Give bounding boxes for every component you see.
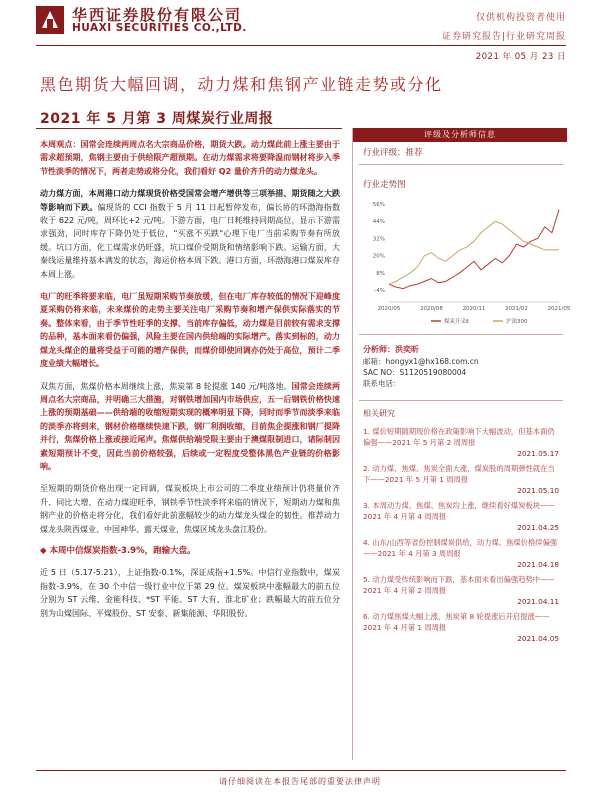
paragraph-coking-coal — [40, 380, 340, 474]
sidebar — [352, 128, 571, 760]
huaxi-logo-icon — [36, 6, 64, 34]
index-text: 近 5 日（5.17-5.21），上证指数-0.1%，深证成指+1.5%。中信行业指数中，煤炭指数-3.9%，在 30 个中信一级行业中位于第 29 位。煤炭板块中涨幅最大的前五位分别为 ST 云维、金能科技、*ST 平能、ST 大有、淮北矿业；跌幅最大的前五位分别为山煤国际、平煤股份、ST 安泰、新集能源、华阳股份。 — [40, 568, 340, 618]
sidebar-divider — [359, 334, 563, 335]
related-item-date: 2021.04.11 — [517, 597, 559, 606]
peak-season-text: 电厂的旺季将要来临，电厂虽短期采购节奏放缓，但在电厂库存较低的情况下迎峰度夏采购仍将来临，未来煤价的走势主要关注电厂采购节奏和增产保供实际落实的节奏。整体来看，由于季节性旺季的支撑、当前库存偏低，动力煤是目前较有需求支撑的品种，基本面来看仍偏强，风险主要在国内供给端的实际增产。落实到标的，动力煤龙头煤企的量将受益于可能的增产保供，而煤价即使回调亦仍处于高位，预计二季度业绩大幅增长。 — [40, 292, 340, 369]
y-tick-label: 56% — [372, 202, 385, 208]
paragraph-index — [40, 566, 340, 620]
y-tick-label: -4% — [374, 288, 385, 294]
related-item-text: 4. 山东/山西等省份控制煤炭供给，动力煤、焦煤价格续偏强——2021 年 4 月第 3 周周报 — [363, 538, 558, 558]
related-item-date: 2021.05.10 — [517, 486, 559, 495]
sidebar-divider — [359, 400, 563, 401]
analyst-contacts — [363, 356, 479, 389]
related-item[interactable] — [363, 500, 559, 533]
audience-note: 仅供机构投资者使用 — [475, 13, 566, 23]
related-item-date: 2021.04.18 — [517, 560, 559, 569]
related-item-date: 2021.04.25 — [517, 523, 559, 532]
paragraph-thermal-coal — [40, 187, 340, 281]
industry-trend-chart — [361, 198, 571, 328]
x-tick-label: 2021/05 — [547, 306, 571, 312]
sidebar-divider — [359, 164, 563, 165]
header-divider — [36, 45, 566, 46]
y-tick-label: 44% — [372, 219, 385, 226]
related-item[interactable] — [363, 537, 559, 570]
x-tick-label: 2021/02 — [505, 306, 528, 312]
paragraph-peak-season — [40, 290, 340, 370]
diamond-bullet-icon: ◆ — [40, 545, 50, 556]
related-item[interactable] — [363, 426, 559, 459]
coking-coal-text: 国常会连续两周点名大宗商品，并明确三大措施，对钢铁增加国内市场供应，五一后钢铁价格快速上涨的预期基础——供给端的收缩短期实现的概率明显下降，同时而季节而淡季来临的淡季亦将到来，钢材价格继续快速下跌，钢厂利润收缩，目前焦企提涨和钢厂提降并行，焦煤价格上涨或接近尾声。焦煤供给端受限主要由于澳煤限制进口，诸际制因素短期预计不变，因此当前价格较强，后续或一定程度受整体黑色产业链的价格影响。 — [40, 381, 340, 471]
series-line-0 — [389, 210, 559, 289]
paragraph-recommendation — [40, 482, 340, 536]
analyst-phone: 联系电话： — [363, 379, 401, 388]
related-item-text: 3. 本周动力煤、焦煤、焦炭均上涨，继续看好煤炭板块——2021 年 4 月第 4 周周报 — [363, 501, 555, 521]
analyst-name: 分析师：洪奕昕 — [363, 345, 419, 354]
related-item-text: 1. 煤价短期随期现价格在政策影响下大幅波动，但基本面仍偏强——2021 年 5 月第 2 周周报 — [363, 427, 555, 447]
related-item-text: 6. 动力煤焦煤大幅上涨，焦炭第 8 轮提涨后开启提涨——2021 年 4 月第 1 周周报 — [363, 612, 550, 632]
report-date: 2021 年 05 月 23 日 — [475, 52, 566, 62]
chart-title: 行业走势图 — [363, 180, 406, 190]
index-performance-heading — [40, 545, 340, 558]
recommendation-text: 至短期的期货价格出现一定回调，煤炭板块上市公司的二季度业绩预计仍将量价齐升、同比大增，在动力煤迎旺季，钢铁季节性淡季将来临的情况下，短期动力煤和焦钢产业的价格走将分化，我们看好此前涨幅较少的动力煤龙头煤企的韧性。推荐动力煤龙头陕西煤业、中国神华、露天煤业，焦煤区域龙头盘江股份。 — [40, 484, 340, 534]
related-item-text: 2. 动力煤、焦煤、焦炭全面大涨，煤炭股的周期弹性就在当下——2021 年 5 月第 1 周周报 — [363, 464, 555, 484]
related-research-title: 相关研究 — [363, 409, 395, 418]
view-text: 本周观点：国常会连续两周点名大宗商品价格，期货大跌。动力煤此前上涨主要由于需求超预期，焦钢主要由于供给限产超预期。在动力煤需求将要降温而钢材将步入季节性淡季的情况下，两者走势或将分化，我们看好 Q2 量价齐升的动力煤龙头。 — [40, 140, 340, 176]
report-type: 证券研究报告|行业研究周报 — [441, 32, 566, 42]
related-item-date: 2021.04.05 — [517, 634, 559, 643]
thermal-coal-lead: 动力煤方面，本周港口动力煤现货价格受国常会增产增供等三项举措、期货随之大跌等影响而下跌。 — [40, 189, 340, 212]
analyst-sac: SAC NO：S1120519080004 — [363, 368, 467, 377]
related-item[interactable] — [363, 574, 559, 607]
x-tick-label: 2020/11 — [462, 306, 486, 312]
report-main-title: 黑色期货大幅回调，动力煤和焦钢产业链走势或分化 — [40, 75, 443, 94]
footer-divider — [36, 770, 566, 771]
report-sub-title: 2021 年 5 月第 3 周煤炭行业周报 — [40, 111, 274, 127]
industry-rating: 行业评级：推荐 — [363, 148, 423, 158]
related-item-date: 2021.05.17 — [517, 449, 559, 458]
legend-label: 煤炭开采Ⅱ — [444, 319, 469, 325]
title-divider — [36, 128, 342, 129]
brand-name-en: HUAXI SECURITIES CO.,LTD. — [72, 22, 247, 34]
y-tick-label: 32% — [372, 236, 385, 243]
related-item[interactable] — [363, 463, 559, 496]
related-item-text: 5. 动力煤受传统影响而下跌，基本面未看出偏强趋势中——2021 年 4 月第 2 周周报 — [363, 575, 555, 595]
y-tick-label: 8% — [376, 270, 385, 277]
legal-notice[interactable]: 请仔细阅读在本报告尾部的重要法律声明 — [219, 777, 381, 786]
brand-name-cn: 华西证券股份有限公司 — [72, 6, 243, 24]
legend-label: 沪深300 — [506, 319, 528, 325]
series-line-1 — [389, 221, 559, 284]
sidebar-header: 评级及分析师信息 — [353, 128, 567, 142]
paragraph-view — [40, 138, 340, 178]
report-body — [40, 138, 340, 629]
thermal-coal-text: 偏现货的 CCI 指数于 5 月 11 日起暂停发布，偏长协的环渤海指数收于 622 元/吨，周环比+2 元/吨。下游方面，电厂日耗维持同期高位，显示下游需求强劲，同时库存下降仍处于低位，"买涨不买跌"心理下电厂当前采购节奏有所放缓。坑口方面，化工煤需求仍旺盛，坑口煤价受期货和情绪影响下跌。运输方面，大秦线运量维持基本满发的状态，海运价格本周下跌。港口方面，环渤海港口煤炭库存本周上涨。 — [40, 202, 340, 279]
x-tick-label: 2020/05 — [377, 306, 401, 312]
y-tick-label: 20% — [372, 253, 385, 260]
analyst-email: 邮箱：hongyx1@hx168.com.cn — [363, 357, 479, 366]
index-heading-text: 本周中信煤炭指数-3.9%，跑输大盘。 — [49, 545, 196, 556]
related-research-list — [363, 426, 559, 648]
related-item[interactable] — [363, 611, 559, 644]
coking-coal-lead: 双焦方面，焦煤价格本周继续上涨，焦炭第 8 轮提涨 140 元/吨落地。 — [40, 381, 292, 391]
x-tick-label: 2020/08 — [420, 306, 443, 312]
